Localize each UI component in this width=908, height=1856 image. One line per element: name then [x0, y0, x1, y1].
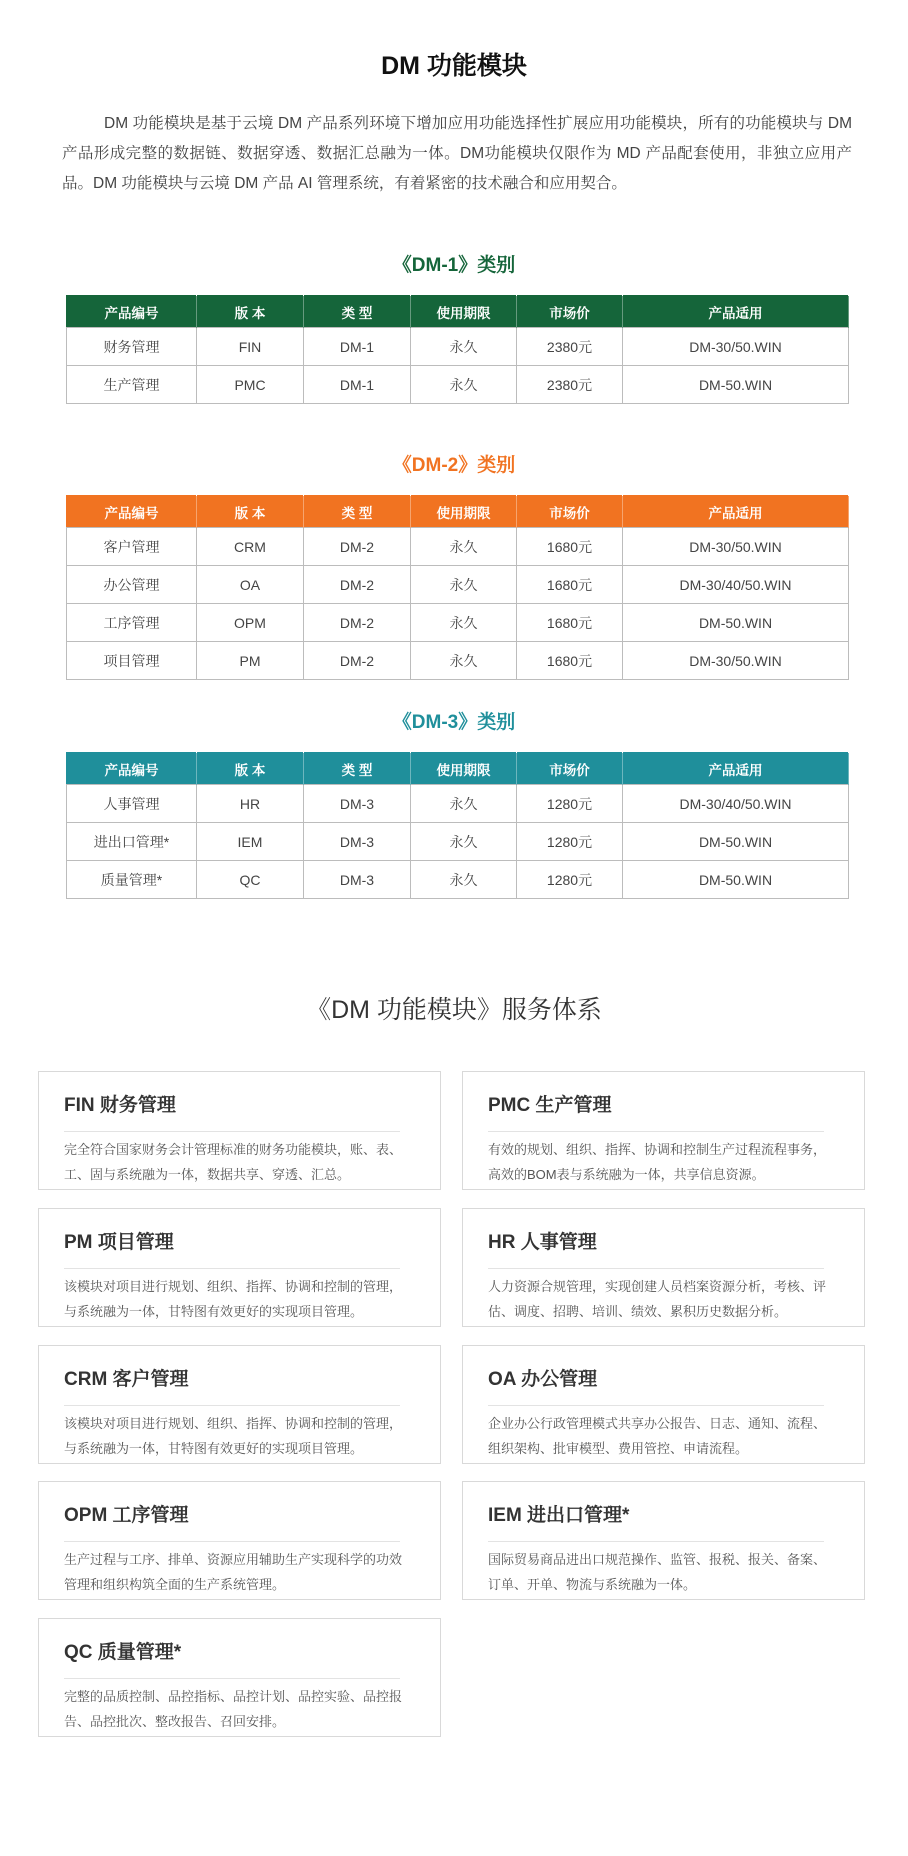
cell-applicable: DM-30/40/50.WIN — [623, 785, 849, 823]
service-card-crm — [38, 1345, 441, 1464]
divider — [488, 1268, 824, 1269]
cell-term: 永久 — [411, 566, 517, 604]
service-card-title: CRM 客户管理 — [64, 1369, 189, 1390]
service-card-desc: 生产过程与工序、排单、资源应用辅助生产实现科学的功效管理和组织构筑全面的生产系统管理。 — [64, 1552, 403, 1592]
cell-type: DM-1 — [304, 366, 411, 404]
cell-term: 永久 — [411, 328, 517, 366]
cell-applicable: DM-30/50.WIN — [623, 528, 849, 566]
header-price: 市场价 — [517, 496, 623, 528]
table-row — [67, 566, 849, 604]
header-price: 市场价 — [517, 753, 623, 785]
cell-version: QC — [197, 861, 304, 899]
cell-version: PM — [197, 642, 304, 680]
cell-price: 1680元 — [517, 642, 623, 680]
table-row — [67, 642, 849, 680]
divider — [488, 1405, 824, 1406]
service-card-opm — [38, 1481, 441, 1600]
cell-term: 永久 — [411, 861, 517, 899]
service-card-desc: 完整的品质控制、品控指标、品控计划、品控实验、品控报告、品控批次、整改报告、召回安排。 — [64, 1689, 403, 1729]
service-card-desc: 该模块对项目进行规划、组织、指挥、协调和控制的管理，与系统融为一体，甘特图有效更好的实现项目管理。 — [64, 1416, 403, 1456]
header-term: 使用期限 — [411, 296, 517, 328]
header-type: 类 型 — [304, 496, 411, 528]
service-card-desc: 国际贸易商品进出口规范操作、监管、报税、报关、备案、订单、开单、物流与系统融为一体。 — [488, 1552, 827, 1592]
header-price: 市场价 — [517, 296, 623, 328]
cell-type: DM-1 — [304, 328, 411, 366]
table-row — [67, 604, 849, 642]
service-card-title: PMC 生产管理 — [488, 1095, 612, 1116]
price-table-dm3 — [66, 752, 849, 899]
service-card-desc: 人力资源合规管理，实现创建人员档案资源分析，考核、评估、调度、招聘、培训、绩效、累积历史数据分析。 — [488, 1279, 827, 1319]
service-card-title: FIN 财务管理 — [64, 1095, 176, 1116]
cell-price: 1280元 — [517, 785, 623, 823]
cell-product-id: 工序管理 — [67, 604, 197, 642]
table-row — [67, 528, 849, 566]
divider — [64, 1268, 400, 1269]
cell-applicable: DM-30/50.WIN — [623, 642, 849, 680]
service-card-hr — [462, 1208, 865, 1327]
cell-price: 2380元 — [517, 328, 623, 366]
cell-type: DM-2 — [304, 566, 411, 604]
cell-version: HR — [197, 785, 304, 823]
divider — [64, 1131, 400, 1132]
divider — [488, 1541, 824, 1542]
page-title: DM 功能模块 — [381, 52, 527, 80]
cell-term: 永久 — [411, 366, 517, 404]
cell-price: 1280元 — [517, 823, 623, 861]
header-applicable: 产品适用 — [623, 753, 849, 785]
header-applicable: 产品适用 — [623, 296, 849, 328]
cell-price: 1680元 — [517, 566, 623, 604]
cell-version: IEM — [197, 823, 304, 861]
intro-paragraph: DM 功能模块是基于云境 DM 产品系列环境下增加应用功能选择性扩展应用功能模块，所有的功能模块与 DM 产品形成完整的数据链、数据穿透、数据汇总融为一体。DM功能模块仅限作为 MD 产品配套使用，非独立应用产品。DM 功能模块与云境 DM 产品 AI 管理系统，有着紧密的技术融合和应用契合。 — [62, 115, 852, 192]
cell-version: PMC — [197, 366, 304, 404]
header-product-id: 产品编号 — [67, 296, 197, 328]
cell-version: OPM — [197, 604, 304, 642]
cell-term: 永久 — [411, 785, 517, 823]
service-card-title: OPM 工序管理 — [64, 1505, 189, 1526]
cell-version: FIN — [197, 328, 304, 366]
header-version: 版 本 — [197, 296, 304, 328]
cell-product-id: 项目管理 — [67, 642, 197, 680]
header-term: 使用期限 — [411, 753, 517, 785]
cell-type: DM-3 — [304, 785, 411, 823]
header-type: 类 型 — [304, 753, 411, 785]
cell-type: DM-3 — [304, 823, 411, 861]
table-row — [67, 328, 849, 366]
service-card-qc — [38, 1618, 441, 1737]
divider — [64, 1541, 400, 1542]
cell-term: 永久 — [411, 642, 517, 680]
service-card-desc: 完全符合国家财务会计管理标准的财务功能模块，账、表、工、固与系统融为一体，数据共享、穿透、汇总。 — [64, 1142, 403, 1182]
table-row — [67, 785, 849, 823]
cell-product-id: 客户管理 — [67, 528, 197, 566]
service-card-title: QC 质量管理* — [64, 1642, 182, 1663]
service-system-title: 《DM 功能模块》服务体系 — [306, 996, 602, 1024]
cell-price: 1680元 — [517, 528, 623, 566]
cell-product-id: 办公管理 — [67, 566, 197, 604]
header-term: 使用期限 — [411, 496, 517, 528]
service-card-desc: 有效的规划、组织、指挥、协调和控制生产过程流程事务，高效的BOM表与系统融为一体，共享信息资源。 — [488, 1142, 827, 1182]
header-product-id: 产品编号 — [67, 496, 197, 528]
service-card-title: PM 项目管理 — [64, 1232, 174, 1253]
cell-applicable: DM-50.WIN — [623, 823, 849, 861]
cell-type: DM-2 — [304, 642, 411, 680]
cell-product-id: 生产管理 — [67, 366, 197, 404]
service-card-title: HR 人事管理 — [488, 1232, 597, 1253]
cell-product-id: 质量管理* — [67, 861, 197, 899]
table-row — [67, 823, 849, 861]
cell-product-id: 财务管理 — [67, 328, 197, 366]
cell-type: DM-3 — [304, 861, 411, 899]
cell-version: CRM — [197, 528, 304, 566]
header-version: 版 本 — [197, 753, 304, 785]
price-table-dm2 — [66, 495, 849, 680]
cell-applicable: DM-30/50.WIN — [623, 328, 849, 366]
category-title-dm1: 《DM-1》类别 — [392, 255, 516, 276]
service-card-title: OA 办公管理 — [488, 1369, 598, 1390]
service-card-oa — [462, 1345, 865, 1464]
cell-term: 永久 — [411, 528, 517, 566]
divider — [64, 1678, 400, 1679]
service-card-title: IEM 进出口管理* — [488, 1505, 630, 1526]
cell-product-id: 进出口管理* — [67, 823, 197, 861]
service-card-desc: 该模块对项目进行规划、组织、指挥、协调和控制的管理，与系统融为一体，甘特图有效更好的实现项目管理。 — [64, 1279, 403, 1319]
category-title-dm3: 《DM-3》类别 — [392, 712, 516, 733]
service-card-fin — [38, 1071, 441, 1190]
divider — [488, 1131, 824, 1132]
service-card-pmc — [462, 1071, 865, 1190]
category-title-dm2: 《DM-2》类别 — [392, 455, 516, 476]
cell-version: OA — [197, 566, 304, 604]
cell-price: 2380元 — [517, 366, 623, 404]
cell-applicable: DM-50.WIN — [623, 604, 849, 642]
cell-price: 1680元 — [517, 604, 623, 642]
table-row — [67, 861, 849, 899]
divider — [64, 1405, 400, 1406]
service-card-pm — [38, 1208, 441, 1327]
cell-applicable: DM-50.WIN — [623, 366, 849, 404]
service-card-iem — [462, 1481, 865, 1600]
header-applicable: 产品适用 — [623, 496, 849, 528]
cell-price: 1280元 — [517, 861, 623, 899]
table-row — [67, 366, 849, 404]
header-product-id: 产品编号 — [67, 753, 197, 785]
cell-applicable: DM-50.WIN — [623, 861, 849, 899]
price-table-dm1 — [66, 295, 849, 404]
cell-type: DM-2 — [304, 604, 411, 642]
service-card-desc: 企业办公行政管理模式共享办公报告、日志、通知、流程、组织架构、批审模型、费用管控、申请流程。 — [488, 1416, 827, 1456]
header-version: 版 本 — [197, 496, 304, 528]
cell-product-id: 人事管理 — [67, 785, 197, 823]
cell-term: 永久 — [411, 604, 517, 642]
header-type: 类 型 — [304, 296, 411, 328]
cell-type: DM-2 — [304, 528, 411, 566]
cell-term: 永久 — [411, 823, 517, 861]
cell-applicable: DM-30/40/50.WIN — [623, 566, 849, 604]
